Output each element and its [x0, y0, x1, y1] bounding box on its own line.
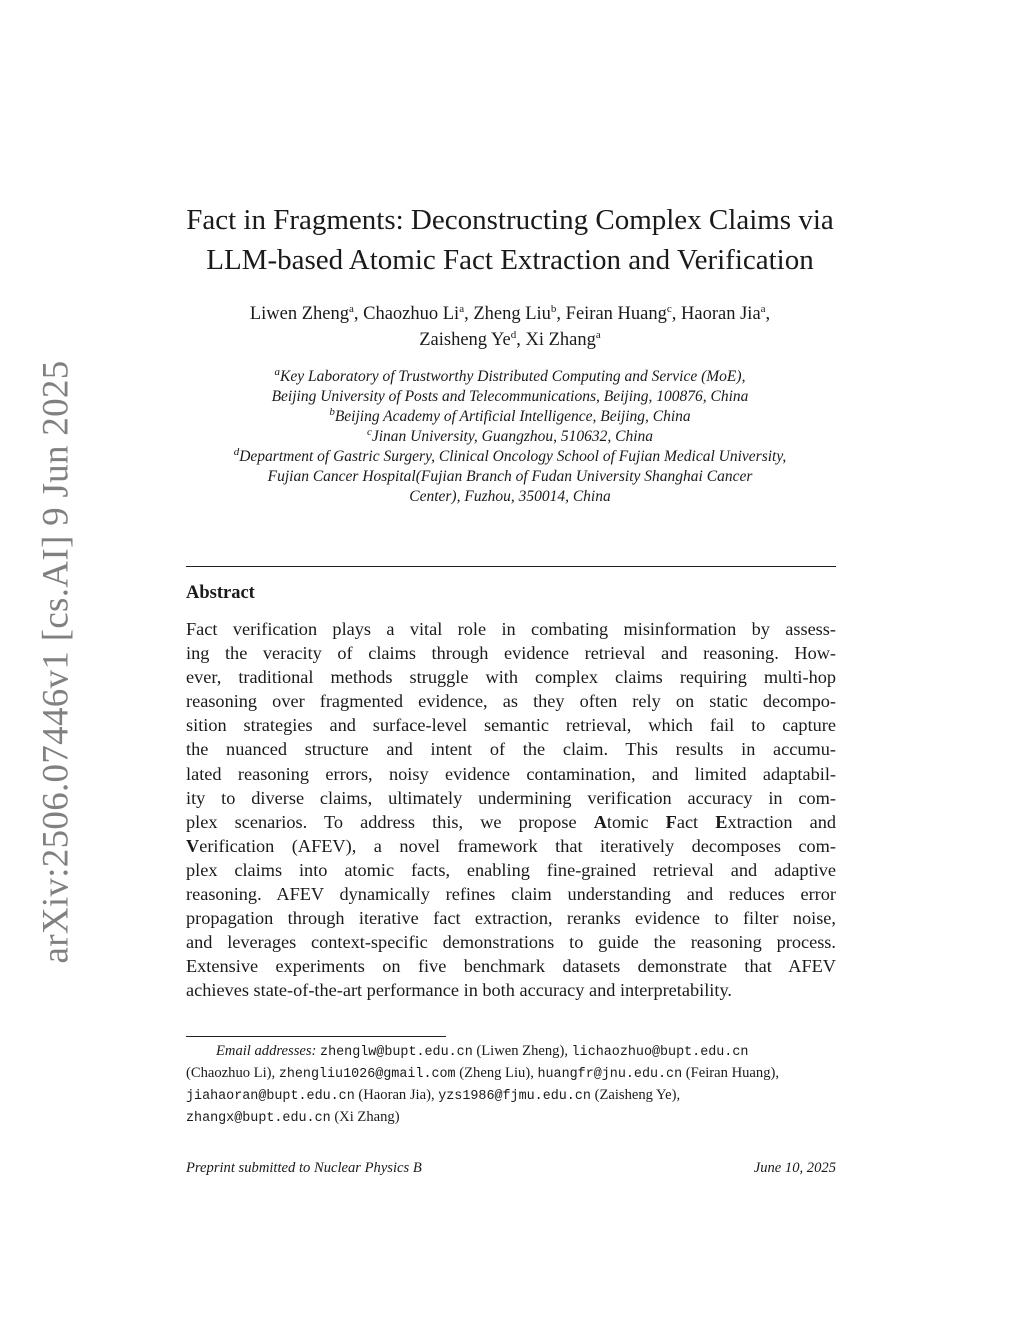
- affiliation-c: [150, 427, 870, 447]
- abstract-line: lated reasoning errors, noisy evidence contamination, and limited adaptabil-: [186, 763, 836, 784]
- email-owner: (Zheng Liu): [459, 1065, 531, 1081]
- author-affiliation-mark: a: [459, 302, 465, 315]
- abstract-line: Verification (AFEV), a novel framework that iteratively decomposes com-: [186, 835, 836, 856]
- email-owner: (Liwen Zheng): [476, 1043, 565, 1059]
- author-line-1: [150, 301, 870, 327]
- email-owner: (Zaisheng Ye): [594, 1087, 677, 1103]
- author-line-2: [150, 327, 870, 353]
- abstract-top-rule: [186, 566, 836, 567]
- affiliation-mark: d: [233, 445, 240, 458]
- abstract-line: achieves state-of-the-art performance in both accuracy and interpretability.: [186, 980, 732, 1001]
- arxiv-side-stamp: arXiv:2506.07446v1 [cs.AI] 9 Jun 2025: [35, 360, 77, 964]
- email-link[interactable]: zhangx@bupt.edu.cn: [186, 1111, 331, 1126]
- affiliation-b: [150, 407, 870, 427]
- affiliation-text: Key Laboratory of Trustworthy Distributed Computing and Service (MoE),: [280, 368, 746, 385]
- author-affiliation-mark: a: [595, 328, 601, 341]
- footnote-rule: [186, 1036, 446, 1037]
- abstract-line: plex scenarios. To address this, we propose Atomic Fact Extraction and: [186, 811, 836, 832]
- author-separator: ,: [464, 304, 474, 324]
- author-affiliation-mark: d: [510, 328, 517, 341]
- abstract-line: reasoning over fragmented evidence, as they often rely on static decompo-: [186, 691, 836, 712]
- author-name: Haoran Jia: [681, 304, 761, 324]
- author-name: Xi Zhang: [525, 330, 596, 350]
- email-link[interactable]: lichaozhuo@bupt.edu.cn: [571, 1045, 749, 1060]
- author-name: Feiran Huang: [565, 304, 667, 324]
- email-owner: (Chaozhuo Li): [186, 1065, 272, 1081]
- footnote-line: jiahaoran@bupt.edu.cn (Haoran Jia), yzs1986@fjmu.edu.cn (Zaisheng Ye),: [186, 1087, 681, 1104]
- abstract-line: reasoning. AFEV dynamically refines claim understanding and reduces error: [186, 884, 836, 905]
- affiliation-a-continued: Beijing University of Posts and Telecommunications, Beijing, 100876, China: [271, 388, 749, 405]
- author-separator: ,: [765, 304, 771, 324]
- affiliation-mark: b: [329, 405, 335, 418]
- affiliation-text: Department of Gastric Surgery, Clinical Oncology School of Fujian Medical University,: [239, 448, 787, 465]
- author-name: Chaozhuo Li: [363, 304, 460, 324]
- footnote-line: (Chaozhuo Li), zhengliu1026@gmail.com (Zheng Liu), huangfr@jnu.edu.cn (Feiran Huang),: [186, 1065, 780, 1082]
- author-affiliation-mark: b: [550, 302, 557, 315]
- abstract-line: plex claims into atomic facts, enabling fine-grained retrieval and adaptive: [186, 859, 836, 880]
- author-list: [150, 301, 870, 353]
- preprint-date: June 10, 2025: [753, 1160, 836, 1176]
- author-separator: ,: [671, 304, 682, 324]
- abstract-heading: Abstract: [186, 583, 255, 603]
- paper-title: [150, 200, 870, 280]
- author-affiliation-mark: a: [760, 302, 766, 315]
- affiliation-text: Jinan University, Guangzhou, 510632, China: [371, 428, 654, 445]
- title-line-1: Fact in Fragments: Deconstructing Complex Claims via: [186, 204, 834, 236]
- affiliation-d: [150, 447, 870, 467]
- abstract-line: Fact verification plays a vital role in combating misinformation by assess-: [186, 619, 836, 639]
- email-link[interactable]: huangfr@jnu.edu.cn: [537, 1067, 683, 1082]
- footnote-line: [186, 1107, 836, 1129]
- author-affiliation-mark: c: [666, 302, 672, 315]
- affiliation-mark: a: [274, 365, 281, 378]
- author-affiliation-mark: a: [348, 302, 354, 315]
- abstract-line: propagation through iterative fact extraction, reranks evidence to filter noise,: [186, 908, 836, 929]
- title-line-2: LLM-based Atomic Fact Extraction and Verification: [206, 244, 814, 276]
- email-link[interactable]: zhengliu1026@gmail.com: [278, 1067, 456, 1082]
- author-separator: ,: [516, 330, 526, 350]
- affiliation-mark: c: [366, 425, 372, 438]
- footnote-label: Email addresses:: [216, 1043, 317, 1059]
- affiliation-d-continued: Fujian Cancer Hospital(Fujian Branch of Fudan University Shanghai Cancer: [267, 468, 753, 485]
- affiliation-d-continued: Center), Fuzhou, 350014, China: [409, 488, 611, 505]
- affiliation-a: [150, 367, 870, 387]
- abstract-line: sition strategies and surface-level semantic retrieval, which fail to capture: [186, 715, 836, 736]
- author-name: Zaisheng Ye: [419, 330, 511, 350]
- affiliation-block: [150, 367, 870, 507]
- email-owner: (Haoran Jia): [358, 1087, 431, 1103]
- abstract-line: Extensive experiments on five benchmark datasets demonstrate that AFEV: [186, 956, 836, 977]
- author-name: Zheng Liu: [473, 304, 551, 324]
- author-separator: ,: [556, 304, 566, 324]
- author-name: Liwen Zheng: [249, 304, 349, 324]
- abstract-line: the nuanced structure and intent of the claim. This results in accumu-: [186, 739, 836, 760]
- email-footnote: [186, 1041, 836, 1129]
- email-link[interactable]: zhenglw@bupt.edu.cn: [320, 1045, 473, 1060]
- email-link[interactable]: jiahaoran@bupt.edu.cn: [186, 1089, 355, 1104]
- author-separator: ,: [353, 304, 364, 324]
- footnote-line: Email addresses: zhenglw@bupt.edu.cn (Liwen Zheng), lichaozhuo@bupt.edu.cn: [216, 1043, 749, 1060]
- abstract-line: ever, traditional methods struggle with complex claims requiring multi-hop: [186, 667, 836, 688]
- email-link[interactable]: yzs1986@fjmu.edu.cn: [438, 1089, 591, 1104]
- email-owner: (Feiran Huang): [685, 1065, 776, 1081]
- abstract-line: ity to diverse claims, ultimately undermining verification accuracy in com-: [186, 787, 836, 808]
- abstract-line: ing the veracity of claims through evidence retrieval and reasoning. How-: [186, 643, 836, 664]
- affiliation-text: Beijing Academy of Artificial Intelligence, Beijing, China: [334, 408, 691, 425]
- preprint-note: Preprint submitted to Nuclear Physics B: [186, 1160, 422, 1176]
- abstract-body: [186, 617, 836, 1003]
- abstract-line: and leverages context-specific demonstrations to guide the reasoning process.: [186, 932, 836, 953]
- email-owner: (Xi Zhang): [334, 1109, 400, 1125]
